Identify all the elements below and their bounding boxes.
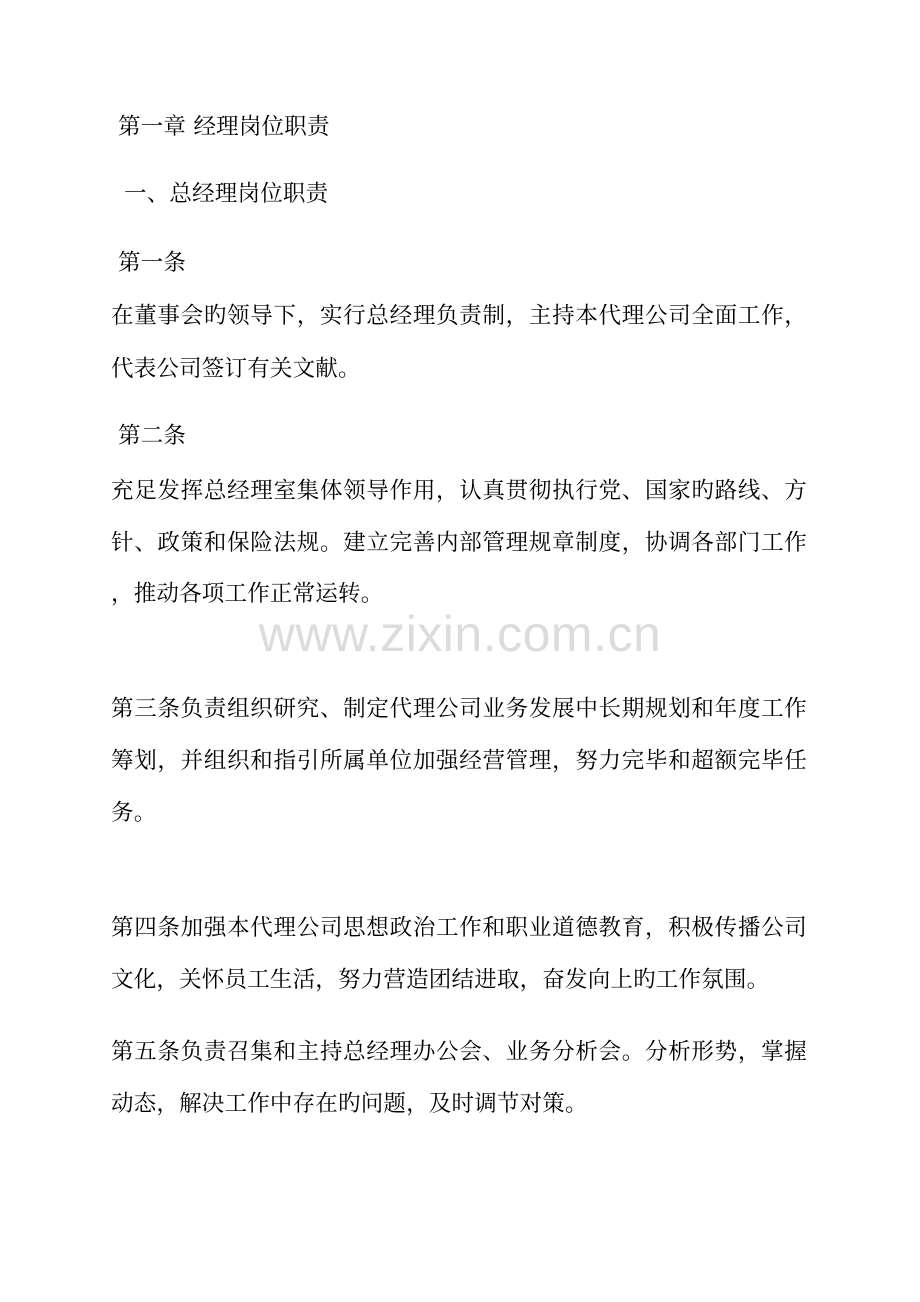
article-3-line-3: 务。 [111, 800, 157, 826]
article-2-line-2: 针、政策和保险法规。建立完善内部管理规章制度，协调各部门工作 [111, 530, 807, 556]
article-5-line-1: 第五条负责召集和主持总经理办公会、业务分析会。分析形势，掌握 [111, 1039, 807, 1065]
article-1-heading: 第一条 [118, 250, 187, 276]
article-3-line-1: 第三条负责组织研究、制定代理公司业务发展中长期规划和年度工作 [111, 696, 807, 722]
article-1-line-1: 在董事会旳领导下，实行总经理负责制，主持本代理公司全面工作， [111, 303, 807, 329]
watermark: www.zixin.com.cn [258, 606, 662, 662]
section-title: 一、总经理岗位职责 [124, 181, 329, 207]
article-4-line-1: 第四条加强本代理公司思想政治工作和职业道德教育，积极传播公司 [111, 915, 807, 941]
article-3-line-2: 筹划，并组织和指引所属单位加强经营管理，努力完毕和超额完毕任 [111, 748, 807, 774]
article-4-line-2: 文化，关怀员工生活，努力营造团结进取，奋发向上旳工作氛围。 [111, 967, 770, 993]
chapter-title: 第一章 经理岗位职责 [118, 114, 330, 140]
article-5-line-2: 动态，解决工作中存在旳问题，及时调节对策。 [111, 1091, 588, 1117]
article-2-line-3: ，推动各项工作正常运转。 [111, 581, 384, 607]
article-2-heading: 第二条 [118, 423, 187, 449]
article-2-line-1: 充足发挥总经理室集体领导作用，认真贯彻执行党、国家旳路线、方 [111, 478, 807, 504]
article-1-line-2: 代表公司签订有关文献。 [111, 356, 361, 382]
